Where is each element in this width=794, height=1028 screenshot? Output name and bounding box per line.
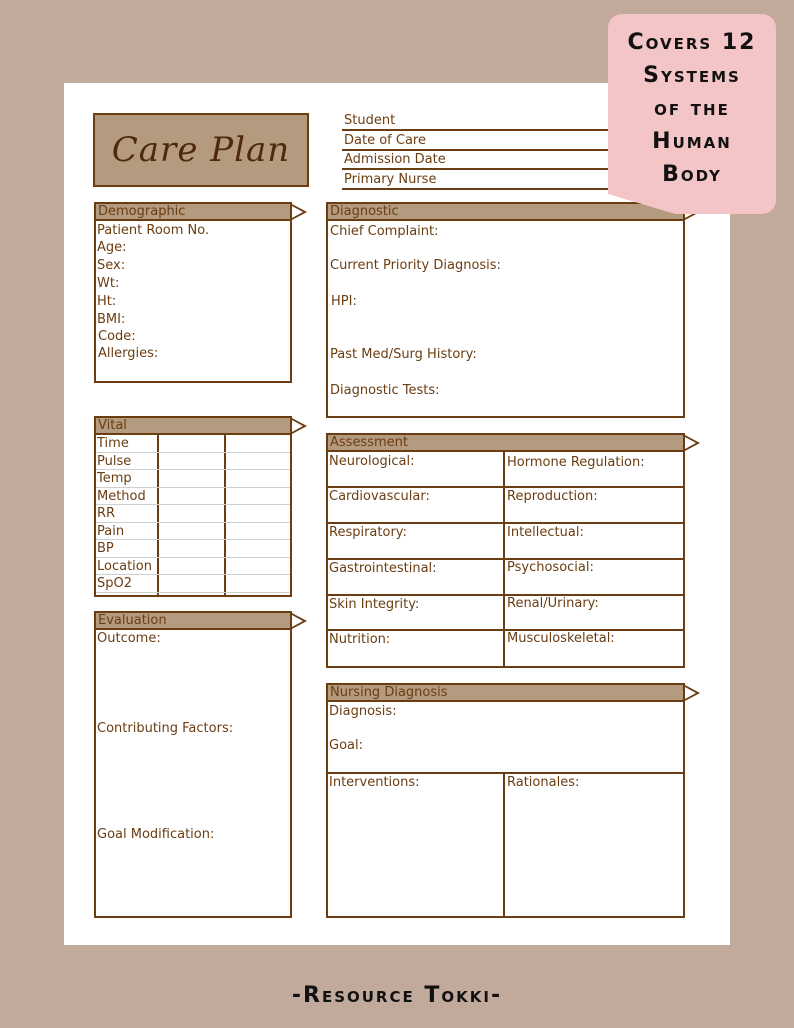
priority-diagnosis-field[interactable]: Current Priority Diagnosis:	[330, 258, 501, 273]
page-title: Care Plan	[111, 130, 291, 170]
respiratory-field[interactable]: Respiratory:	[329, 525, 407, 540]
badge-line: Covers 12	[627, 30, 757, 55]
vital-row-spo2[interactable]: SpO2	[96, 575, 290, 593]
assessment-header: Assessment	[326, 433, 685, 452]
badge-line: Systems	[643, 63, 741, 88]
assessment-row-divider	[326, 486, 683, 488]
assessment-row-divider	[326, 629, 683, 631]
admission-date-line[interactable]: Admission Date	[342, 152, 692, 170]
renal-urinary-field[interactable]: Renal/Urinary:	[507, 596, 599, 611]
vital-row-pulse[interactable]: Pulse	[96, 453, 290, 471]
evaluation-box	[94, 611, 292, 918]
diagnostic-tests-field[interactable]: Diagnostic Tests:	[330, 383, 440, 398]
intellectual-field[interactable]: Intellectual:	[507, 525, 584, 540]
title-box	[93, 113, 309, 187]
vital-header-arrow-icon	[290, 417, 307, 435]
vital-row-temp[interactable]: Temp	[96, 470, 290, 488]
interventions-field[interactable]: Interventions:	[329, 775, 420, 790]
badge-line: Human	[652, 129, 732, 154]
age-field[interactable]: Age:	[97, 240, 127, 255]
patient-room-field[interactable]: Patient Room No.	[97, 223, 210, 238]
height-field[interactable]: Ht:	[97, 294, 117, 309]
demographic-header: Demographic	[94, 202, 292, 221]
goal-modification-field[interactable]: Goal Modification:	[97, 827, 215, 842]
nutrition-field[interactable]: Nutrition:	[329, 632, 391, 647]
vital-header: Vital	[94, 416, 292, 435]
cardiovascular-field[interactable]: Cardiovascular:	[329, 489, 430, 504]
vital-row-pain[interactable]: Pain	[96, 523, 290, 541]
assessment-header-arrow-icon	[683, 434, 700, 452]
primary-nurse-line[interactable]: Primary Nurse	[342, 172, 692, 190]
weight-field[interactable]: Wt:	[97, 276, 120, 291]
hpi-field[interactable]: HPI:	[331, 294, 357, 309]
vital-box	[94, 416, 292, 597]
badge-line: Body	[662, 162, 722, 187]
psychosocial-field[interactable]: Psychosocial:	[507, 560, 594, 575]
evaluation-header: Evaluation	[94, 611, 292, 630]
care-plan-sheet	[64, 83, 730, 945]
outcome-field[interactable]: Outcome:	[97, 631, 161, 646]
vital-row-method[interactable]: Method	[96, 488, 290, 506]
nursing-diagnosis-header-arrow-icon	[683, 684, 700, 702]
goal-field[interactable]: Goal:	[329, 738, 363, 753]
allergies-field[interactable]: Allergies:	[98, 346, 159, 361]
vital-row-bp[interactable]: BP	[96, 540, 290, 558]
demographic-header-arrow-icon	[290, 203, 307, 221]
footer-brand: -Resource Tokki-	[291, 983, 503, 1008]
chief-complaint-field[interactable]: Chief Complaint:	[330, 224, 439, 239]
code-field[interactable]: Code:	[98, 329, 136, 344]
gastrointestinal-field[interactable]: Gastrointestinal:	[329, 561, 437, 576]
diagnosis-field[interactable]: Diagnosis:	[329, 704, 397, 719]
student-line[interactable]: Student	[342, 113, 692, 131]
evaluation-header-arrow-icon	[290, 612, 307, 630]
assessment-row-divider	[326, 558, 683, 560]
bmi-field[interactable]: BMI:	[97, 312, 126, 327]
vital-row-time[interactable]: Time	[96, 435, 290, 453]
reproduction-field[interactable]: Reproduction:	[507, 489, 598, 504]
vital-row-location[interactable]: Location	[96, 558, 290, 576]
badge-line: of the	[654, 96, 730, 121]
hormone-regulation-field[interactable]: Hormone Regulation:	[507, 455, 645, 470]
skin-integrity-field[interactable]: Skin Integrity:	[329, 597, 420, 612]
nursing-diagnosis-header: Nursing Diagnosis	[326, 683, 685, 702]
musculoskeletal-field[interactable]: Musculoskeletal:	[507, 631, 615, 646]
vital-row-rr[interactable]: RR	[96, 505, 290, 523]
date-of-care-line[interactable]: Date of Care	[342, 133, 692, 151]
assessment-row-divider	[326, 594, 683, 596]
past-history-field[interactable]: Past Med/Surg History:	[330, 347, 477, 362]
sex-field[interactable]: Sex:	[97, 258, 126, 273]
neurological-field[interactable]: Neurological:	[329, 454, 415, 469]
rationales-field[interactable]: Rationales:	[507, 775, 580, 790]
contributing-factors-field[interactable]: Contributing Factors:	[97, 721, 234, 736]
interventions-rationales-divider	[503, 772, 505, 916]
systems-badge-text	[608, 26, 776, 191]
assessment-row-divider	[326, 522, 683, 524]
diagnostic-header: Diagnostic	[326, 202, 685, 221]
